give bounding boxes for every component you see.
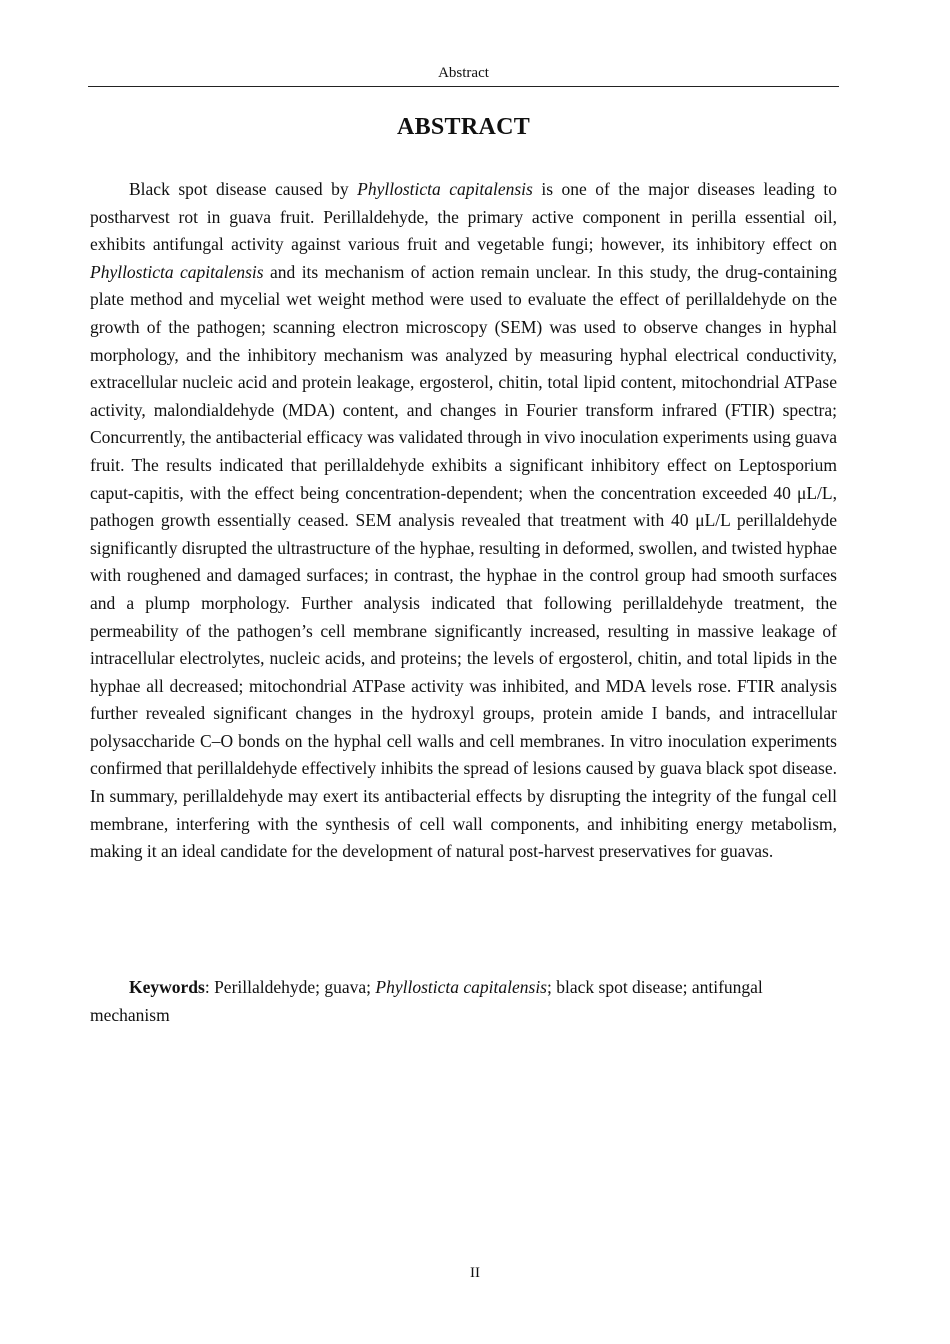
page-number: II: [470, 1265, 480, 1281]
abstract-paragraph: [90, 176, 837, 866]
abstract-text: Black spot disease caused by: [129, 179, 358, 199]
abstract-text: and its mechanism of action remain unclear. In this study, the drug-containing plate method and mycelial wet weight method were used to evaluate the effect of perillaldehyde on the growth of the pathogen; scanning electron microscopy (SEM) was used to observe changes in hyphal morphology, and the inhibitory mechanism was analyzed by measuring hyphal electrical conductivity, extracellular nucleic acid and protein leakage, ergosterol, chitin, total lipid content, mitochondrial ATPase activity, malondialdehyde (MDA) content, and changes in Fourier transform infrared (FTIR) spectra; Concurrently, the antibacterial efficacy was validated through in vivo inoculation experiments using guava fruit. The results indicated that perillaldehyde exhibits a significant inhibitory effect on Leptosporium caput-capitis, with the effect being concentration-dependent; when the concentration exceeded 40 μL/L, pathogen growth essentially ceased. SEM analysis revealed that treatment with 40 μL/L perillaldehyde significantly disrupted the ultrastructure of the hyphae, resulting in deformed, swollen, and twisted hyphae with roughened and damaged surfaces; in contrast, the hyphae in the control group had smooth surfaces and a plump morphology. Further analysis indicated that following perillaldehyde treatment, the permeability of the pathogen’s cell membrane significantly increased, resulting in massive leakage of intracellular electrolytes, nucleic acids, and proteins; the levels of ergosterol, chitin, and total lipids in the hyphae all decreased; mitochondrial ATPase activity was inhibited, and MDA levels rose. FTIR analysis further revealed significant changes in the hydroxyl groups, protein amide I bands, and intracellular polysaccharide C–O bonds on the hyphal cell walls and cell membranes. In vitro inoculation experiments confirmed that perillaldehyde effectively inhibits the spread of lesions caused by guava black spot disease. In summary, perillaldehyde may exert its antibacterial effects by disrupting the integrity of the fungal cell membrane, interfering with the synthesis of cell wall components, and inhibiting energy metabolism, making it an ideal candidate for the development of natural post-harvest preservatives for guavas.: [90, 261, 837, 862]
species-name: Phyllosticta capitalensis: [357, 179, 533, 199]
keywords-text: ; black spot disease; antifungal mechanism: [90, 977, 763, 1025]
abstract-text: is one of the major diseases leading to postharvest rot in guava fruit. Perillaldehyde, the primary active component in perilla essential oil, exhibits antifungal activity against various fruit and vegetable fungi; however, its inhibitory effect on: [90, 179, 838, 255]
keywords-text: Perillaldehyde; guava;: [214, 977, 376, 997]
keywords-paragraph: [90, 974, 837, 1029]
species-name: Phyllosticta capitalensis: [375, 977, 547, 997]
species-name: Phyllosticta capitalensis: [90, 261, 264, 282]
keywords-label: Keywords: [129, 977, 205, 997]
running-header: Abstract: [88, 62, 839, 87]
keywords-separator: :: [204, 977, 215, 997]
page-title: ABSTRACT: [396, 114, 531, 140]
